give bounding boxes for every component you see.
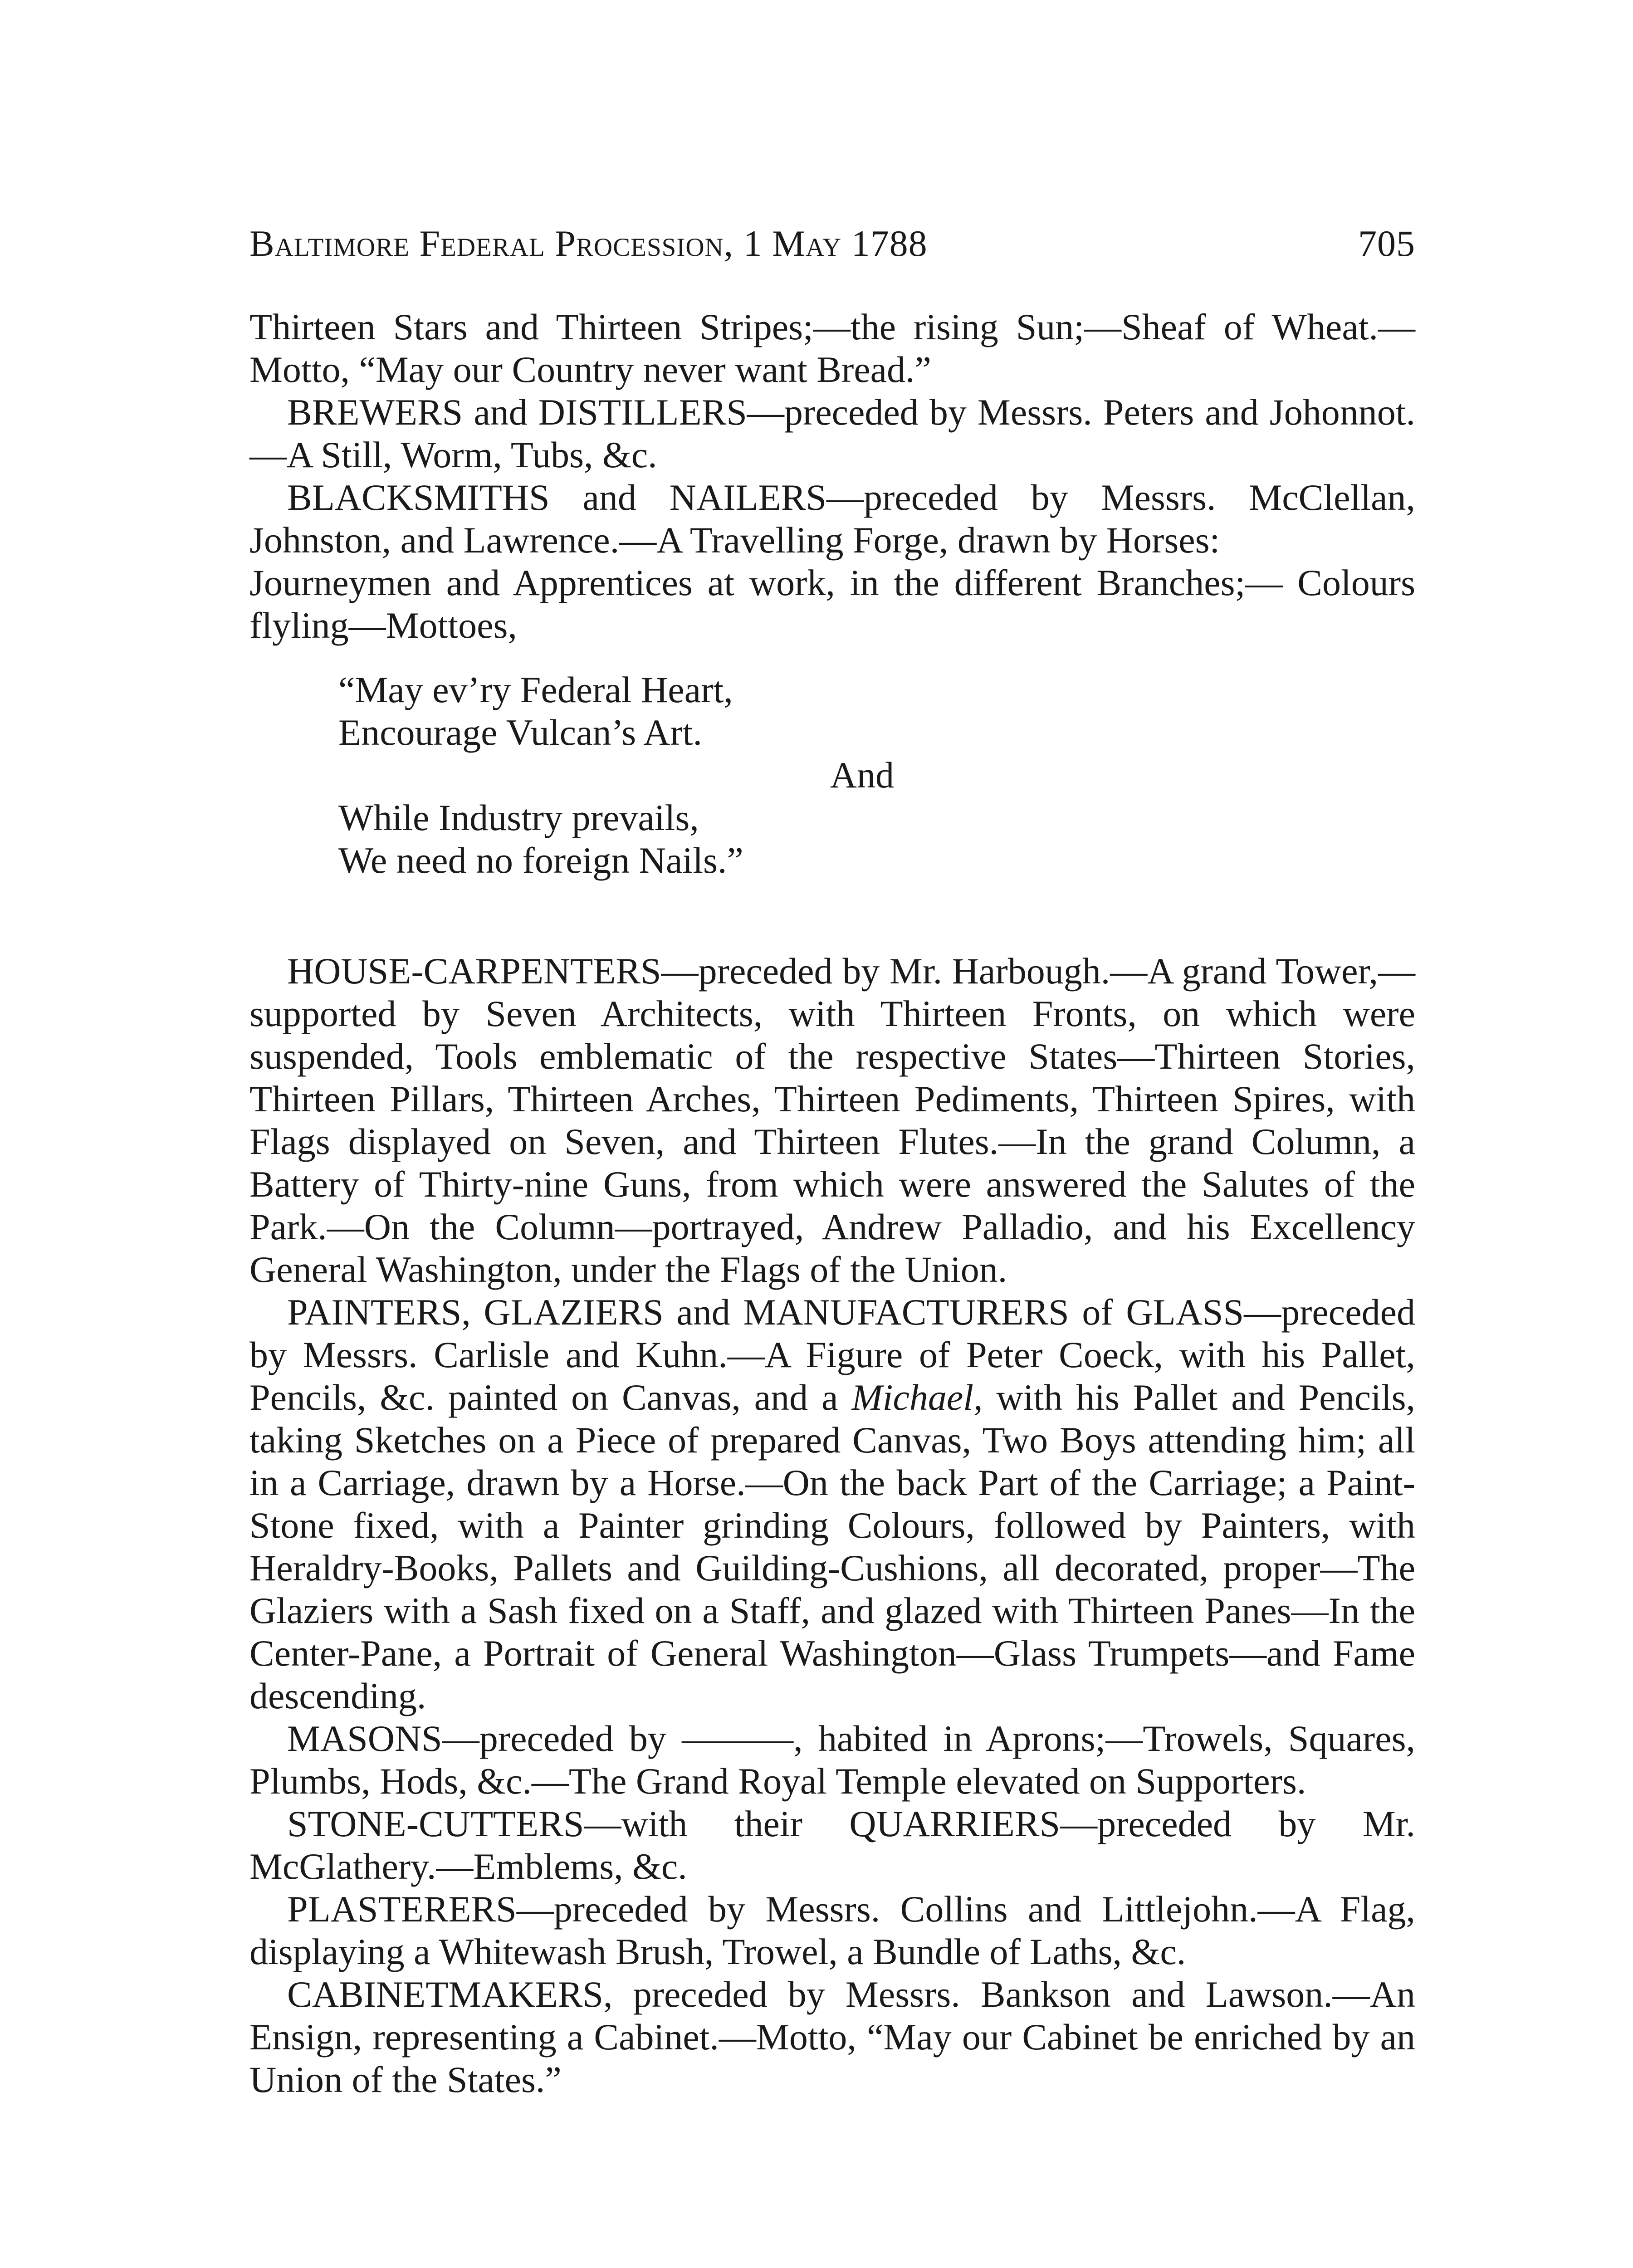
motto-verse <box>338 669 1087 882</box>
verse-line: “May ev’ry Federal Heart, <box>338 669 733 710</box>
paragraph-brewers: BREWERS and DISTILLERS—preceded by Messrs. Peters and Johonnot.—A Still, Worm, Tubs, &c. <box>249 391 1415 475</box>
paragraph-continued: Thirteen Stars and Thirteen Stripes;—the rising Sun;—Sheaf of Wheat.—Motto, “May our Country never want Bread.” <box>249 306 1415 390</box>
painters-text-before: PAINTERS, GLAZIERS and MANUFACTURERS of GLASS—preceded by Messrs. Carlisle and Kuhn.—A Figure of Peter Coeck, with his Pallet, Pencils, &c. painted on Canvas, and a <box>249 1291 1415 1418</box>
verse-and: And <box>830 754 894 796</box>
verse-line: We need no foreign Nails.” <box>338 840 743 881</box>
paragraph-plasterers: PLASTERERS—preceded by Messrs. Collins and Littlejohn.—A Flag, displaying a Whitewash Brush, Trowel, a Bundle of Laths, &c. <box>249 1888 1415 1972</box>
paragraph-painters <box>249 1291 1415 1717</box>
painters-text-after: with his Pallet and Pencils, taking Sketches on a Piece of prepared Canvas, Two Boys attending him; all in a Carriage, drawn by a Horse.—On the back Part of the Carriage; a Paint-Stone fixed, with a Painter grinding Colours, followed by Painters, with Heraldry-Books, Pallets and Guilding-Cushions, all decorated, proper—The Glaziers with a Sash fixed on a Staff, and glazed with Thirteen Panes—In the Center-Pane, a Portrait of General Washington—Glass Trumpets—and Fame descending. <box>249 1377 1416 1716</box>
document-page <box>249 222 1415 2101</box>
verse-line: While Industry prevails, <box>338 797 699 838</box>
paragraph-cabinetmakers: CABINETMAKERS, preceded by Messrs. Bankson and Lawson.—An Ensign, representing a Cabinet.—Motto, “May our Cabinet be enriched by an Union of the States.” <box>249 1974 1415 2100</box>
running-title: Baltimore Federal Procession, 1 May 1788 <box>249 223 928 264</box>
paragraph-masons: MASONS—preceded by ———, habited in Aprons;—Trowels, Squares, Plumbs, Hods, &c.—The Grand Royal Temple elevated on Supporters. <box>249 1718 1415 1802</box>
page-number: 705 <box>1358 223 1415 264</box>
verse-line: Encourage Vulcan’s Art. <box>338 712 702 753</box>
running-header <box>249 222 1415 265</box>
paragraph-house-carpenters: HOUSE-CARPENTERS—preceded by Mr. Harbough.—A grand Tower,—supported by Seven Architects, with Thirteen Fronts, on which were suspended, Tools emblematic of the respective States—Thirteen Stories, Thirteen Pillars, Thirteen Arches, Thirteen Pediments, Thirteen Spires, with Flags displayed on Seven, and Thirteen Flutes.—In the grand Column, a Battery of Thirty-nine Guns, from which were answered the Salutes of the Park.—On the Column—portrayed, Andrew Palladio, and his Excellency General Washington, under the Flags of the Union. <box>249 950 1415 1290</box>
paragraph-journeymen: Journeymen and Apprentices at work, in the different Branches;— Colours flyling—Mottoes, <box>249 562 1415 646</box>
paragraph-stone-cutters: STONE-CUTTERS—with their QUARRIERS—preceded by Mr. McGlathery.—Emblems, &c. <box>249 1803 1415 1887</box>
painters-italic-name: Michael, <box>851 1377 983 1418</box>
paragraph-blacksmiths: BLACKSMITHS and NAILERS—preceded by Messrs. McClellan, Johnston, and Lawrence.—A Travelling Forge, drawn by Horses: <box>249 477 1415 561</box>
